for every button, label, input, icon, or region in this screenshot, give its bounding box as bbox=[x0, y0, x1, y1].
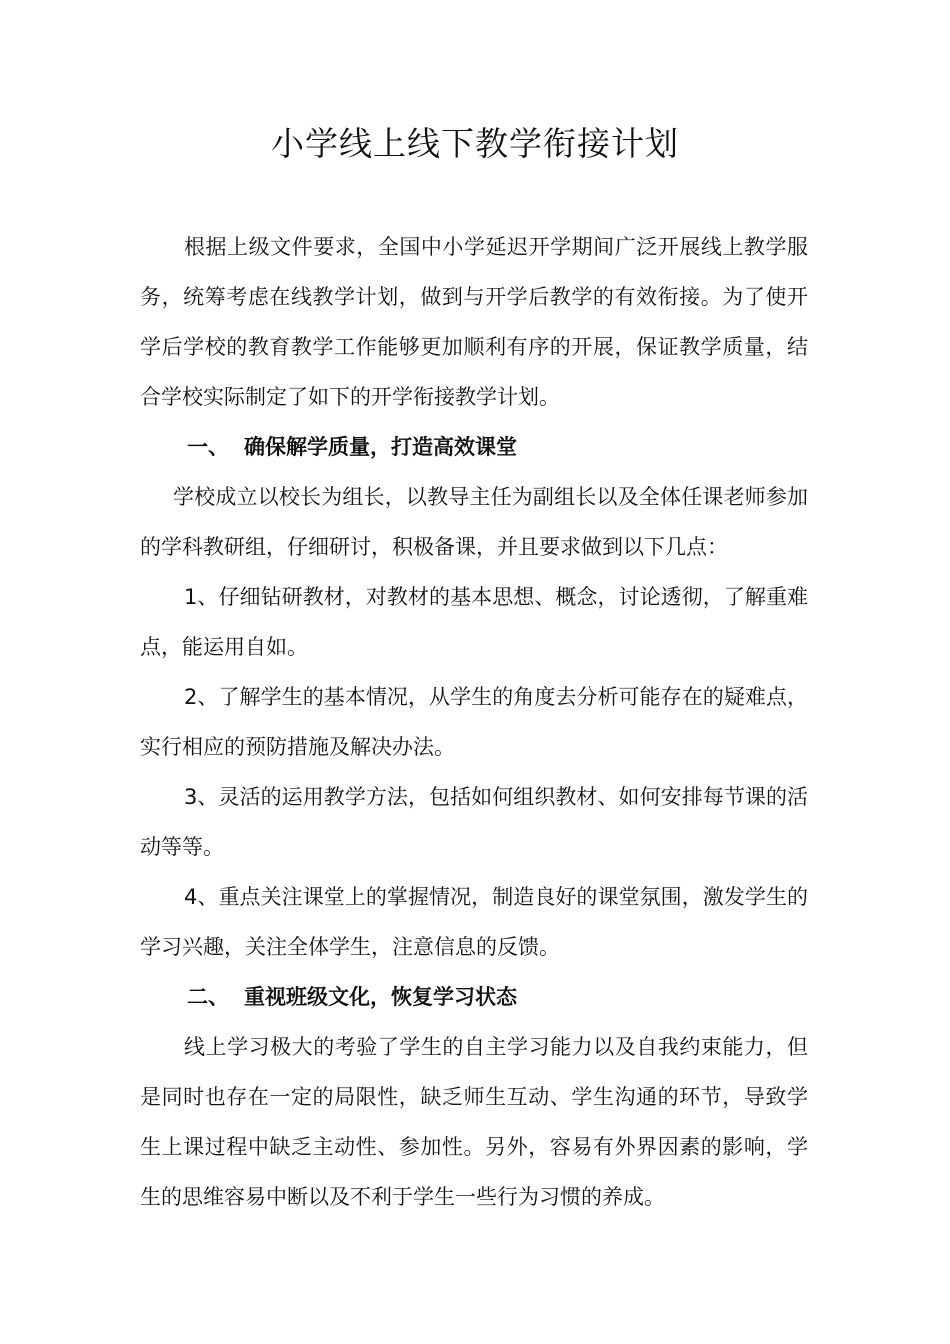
list-item-3: 3、灵活的运用教学方法，包括如何组织教材、如何安排每节课的活动等等。 bbox=[140, 785, 808, 859]
section-number-1: 一、 bbox=[187, 435, 229, 459]
section-title-2: 重视班级文化，恢复学习状态 bbox=[244, 985, 517, 1009]
list-item-1: 1、仔细钻研教材，对教材的基本思想、概念，讨论透彻，了解重难点，能运用自如。 bbox=[140, 585, 808, 659]
section-1-paragraph: 学校成立以校长为组长，以教导主任为副组长以及全体任课老师参加的学科教研组，仔细研讨，积极备课，并且要求做到以下几点： bbox=[140, 485, 808, 559]
document-title: 小学线上线下教学衔接计划 bbox=[271, 124, 679, 163]
section-number-2: 二、 bbox=[187, 985, 229, 1009]
document-body bbox=[140, 222, 808, 1222]
list-item-4: 4、重点关注课堂上的掌握情况，制造良好的课堂氛围，激发学生的学习兴趣，关注全体学生，注意信息的反馈。 bbox=[140, 885, 808, 959]
list-item-2: 2、了解学生的基本情况，从学生的角度去分析可能存在的疑难点，实行相应的预防措施及解决办法。 bbox=[140, 685, 808, 759]
section-heading-1 bbox=[140, 422, 808, 472]
section-heading-2 bbox=[140, 972, 808, 1022]
intro-paragraph: 根据上级文件要求，全国中小学延迟开学期间广泛开展线上教学服务，统筹考虑在线教学计划，做到与开学后教学的有效衔接。为了使开学后学校的教育教学工作能够更加顺利有序的开展，保证教学质量，结合学校实际制定了如下的开学衔接教学计划。 bbox=[140, 235, 808, 409]
section-title-1: 确保解学质量，打造高效课堂 bbox=[244, 435, 517, 459]
section-2-paragraph: 线上学习极大的考验了学生的自主学习能力以及自我约束能力，但是同时也存在一定的局限性，缺乏师生互动、学生沟通的环节，导致学生上课过程中缺乏主动性、参加性。另外，容易有外界因素的影响，学生的思维容易中断以及不利于学生一些行为习惯的养成。 bbox=[140, 1035, 808, 1209]
